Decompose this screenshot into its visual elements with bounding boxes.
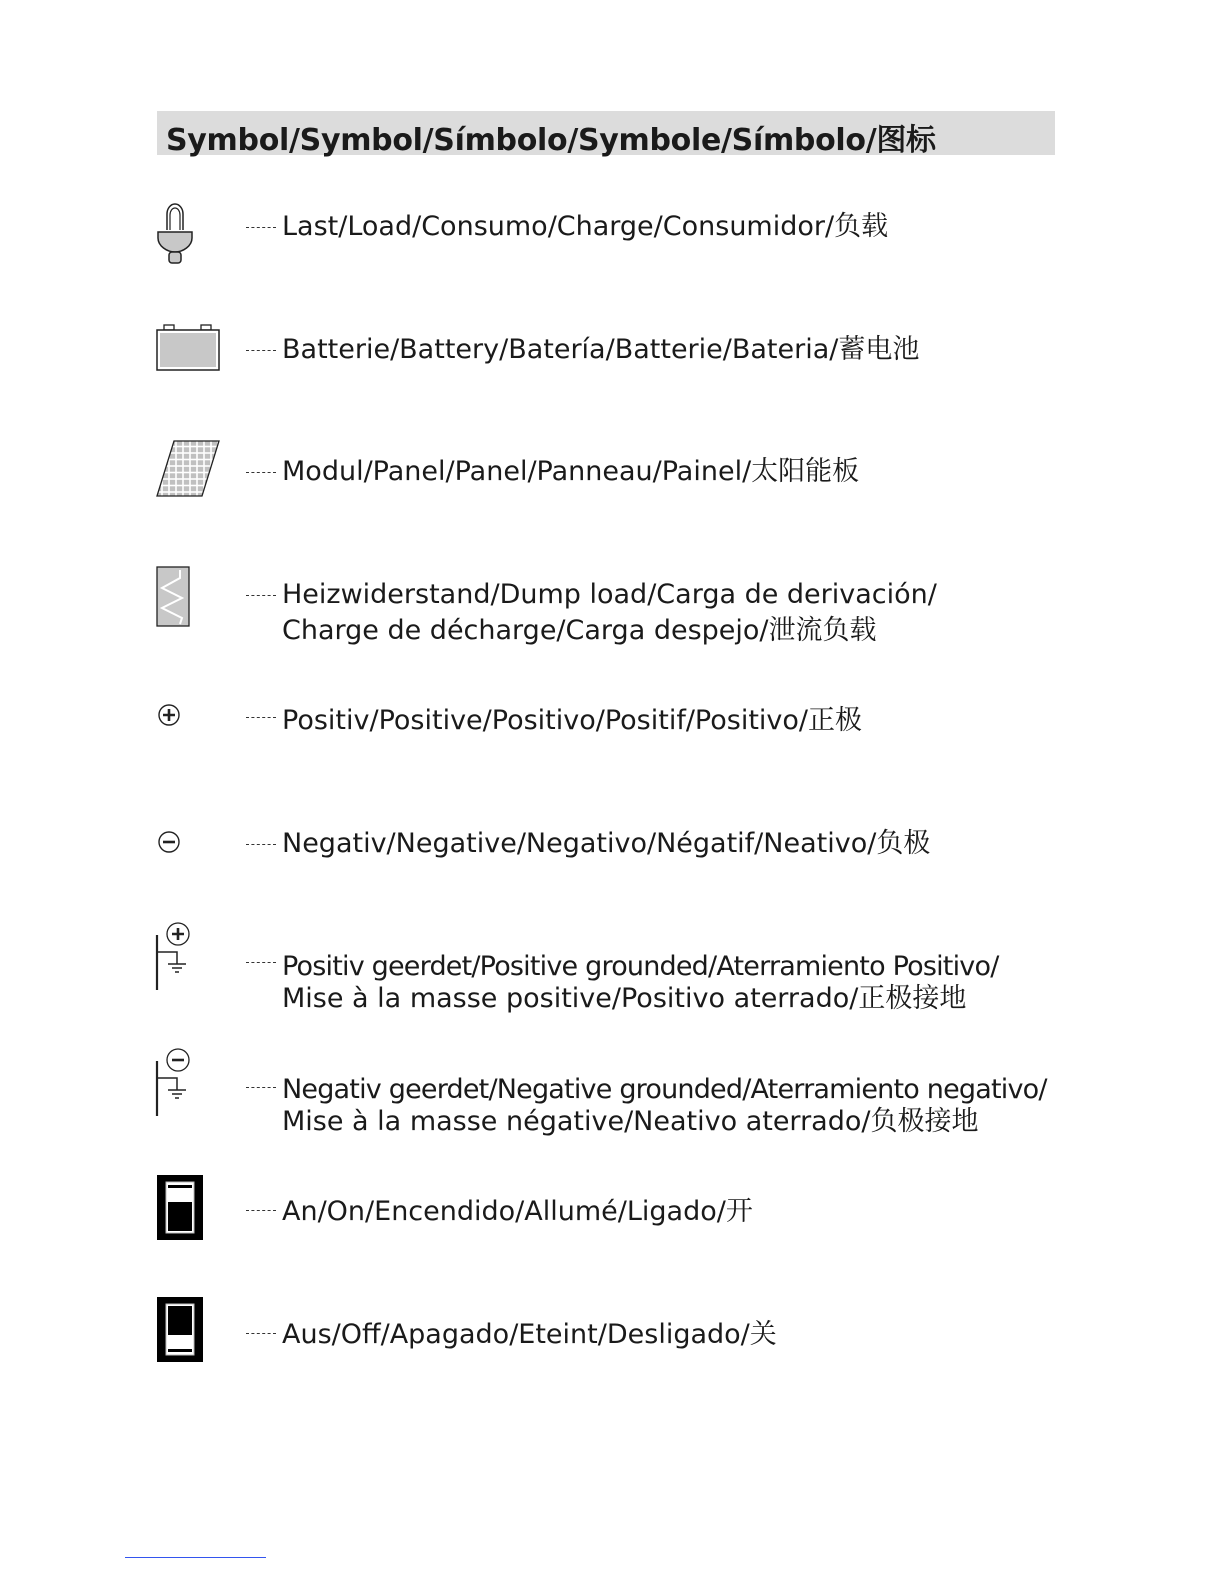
leader-line <box>246 1210 276 1211</box>
symbol-label: Positiv geerdet/Positive grounded/Aterramiento Positivo/ <box>282 951 999 982</box>
leader-line <box>246 472 276 473</box>
symbol-label: Batterie/Battery/Batería/Batterie/Bateria/蓄电池 <box>282 334 920 365</box>
leader-line <box>246 717 276 718</box>
symbol-label: Mise à la masse négative/Neativo aterrado/负极接地 <box>282 1106 979 1137</box>
leader-line <box>246 227 276 228</box>
leader-line <box>246 1333 276 1334</box>
symbol-label: Positiv/Positive/Positivo/Positif/Positivo/正极 <box>282 705 863 736</box>
leader-line <box>246 1087 276 1088</box>
symbol-label: Last/Load/Consumo/Charge/Consumidor/负载 <box>282 211 889 242</box>
symbol-label: Negativ geerdet/Negative grounded/Aterramiento negativo/ <box>282 1074 1047 1105</box>
symbol-label: Negativ/Negative/Negativo/Négatif/Neativo/负极 <box>282 828 931 859</box>
symbol-label: An/On/Encendido/Allumé/Ligado/开 <box>282 1196 753 1227</box>
symbol-label: Modul/Panel/Panel/Panneau/Painel/太阳能板 <box>282 456 860 487</box>
section-title: Symbol/Symbol/Símbolo/Symbole/Símbolo/图标 <box>166 123 936 158</box>
symbol-label: Mise à la masse positive/Positivo aterrado/正极接地 <box>282 983 967 1014</box>
leader-line <box>246 595 276 596</box>
symbol-label: Heizwiderstand/Dump load/Carga de derivación/ <box>282 579 937 610</box>
link-underline[interactable] <box>125 1557 266 1558</box>
positive-grounded-icon <box>155 920 195 994</box>
symbol-label: Aus/Off/Apagado/Eteint/Desligado/关 <box>282 1319 777 1350</box>
switch-off-icon <box>155 1297 205 1363</box>
negative-icon <box>155 830 183 856</box>
dump-load-resistor-icon <box>155 566 191 628</box>
negative-grounded-icon <box>155 1046 195 1120</box>
solar-panel-icon <box>155 440 221 498</box>
leader-line <box>246 844 276 845</box>
section-header <box>157 111 1055 158</box>
symbol-label: Charge de décharge/Carga despejo/泄流负载 <box>282 615 877 646</box>
leader-line <box>246 962 276 963</box>
positive-icon <box>155 703 183 729</box>
battery-icon <box>155 324 221 372</box>
load-bulb-icon <box>155 200 195 266</box>
switch-on-icon <box>155 1175 205 1241</box>
leader-line <box>246 350 276 351</box>
